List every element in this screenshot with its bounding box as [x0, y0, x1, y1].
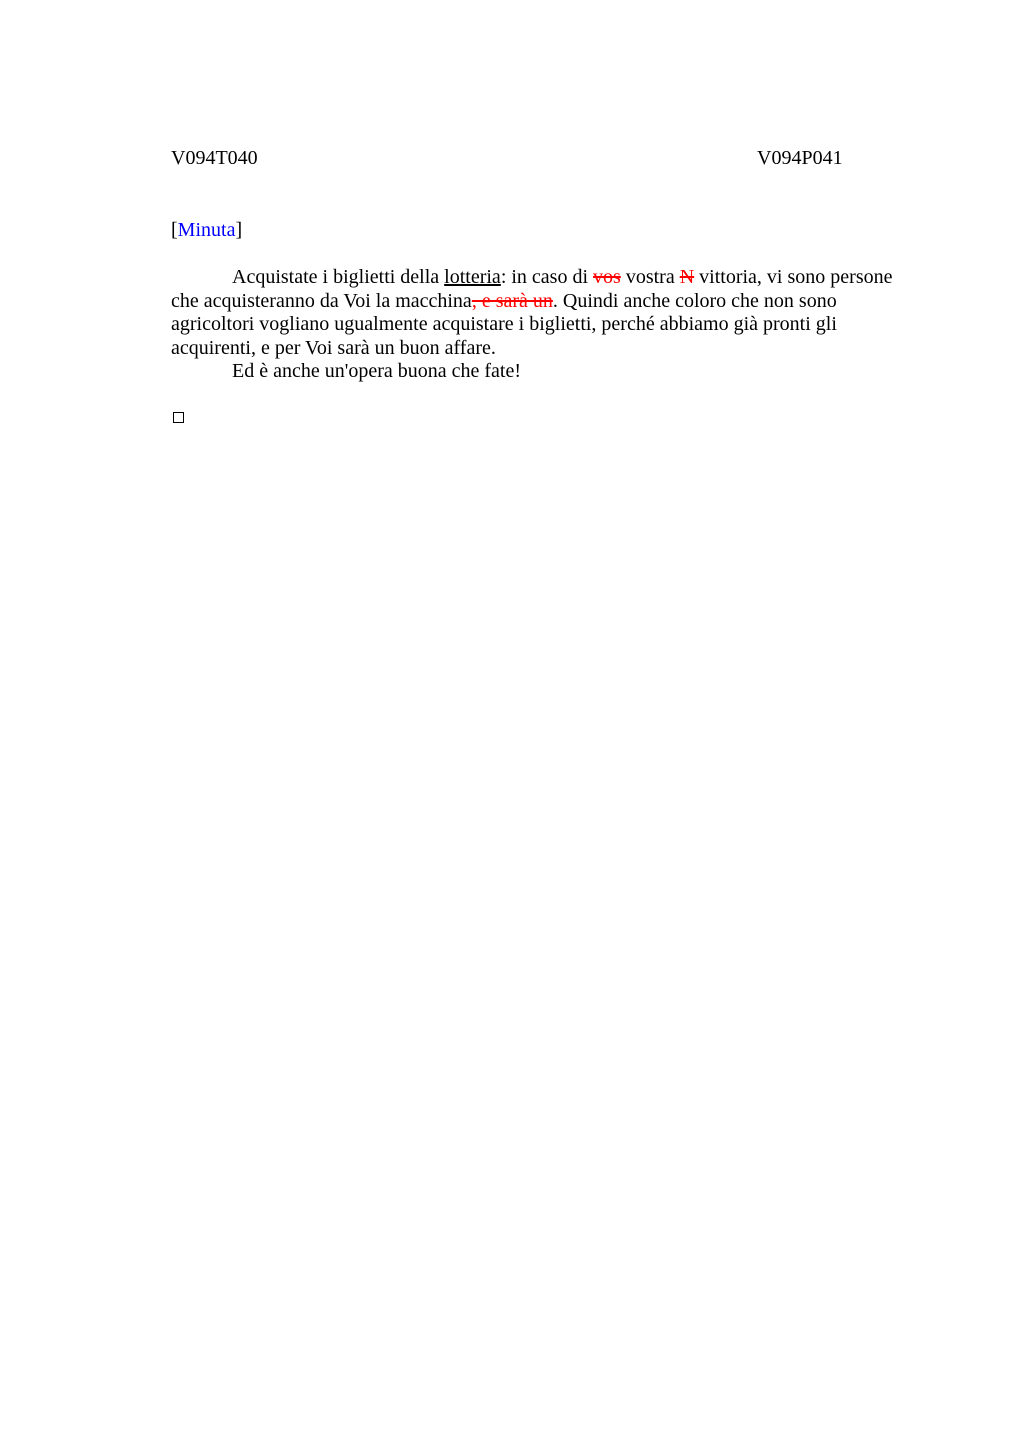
text-segment: . Quindi anche coloro che non sono agricoltori vogliano ugualmente acquistare i biglietti, perché abbiamo già pronti gli acquirenti, e per Voi sarà un buon affare. [171, 289, 837, 359]
deleted-text: , e sarà un [471, 289, 553, 312]
label-close-bracket: ] [235, 219, 243, 241]
document-code-left: V094T040 [171, 147, 258, 169]
document-code-right: V094P041 [757, 147, 843, 169]
label-open-bracket: [ [171, 219, 178, 241]
paragraph-2: Ed è anche un'opera buona che fate! [232, 360, 522, 382]
empty-square-icon [173, 412, 184, 423]
text-segment: vostra [620, 266, 680, 288]
deleted-text: vos [593, 266, 621, 288]
text-segment: Acquistate i biglietti della [232, 266, 445, 288]
text-segment: vittoria, vi sono persone che acquisteranno da Voi la macchina [171, 266, 893, 312]
section-label [171, 218, 242, 242]
deleted-text: N [679, 266, 695, 288]
label-text: Minuta [177, 219, 236, 241]
paragraph-1 [171, 266, 917, 360]
document-body [171, 266, 917, 384]
underlined-word: lotteria [444, 266, 501, 288]
text-segment: : in caso di [500, 266, 594, 288]
